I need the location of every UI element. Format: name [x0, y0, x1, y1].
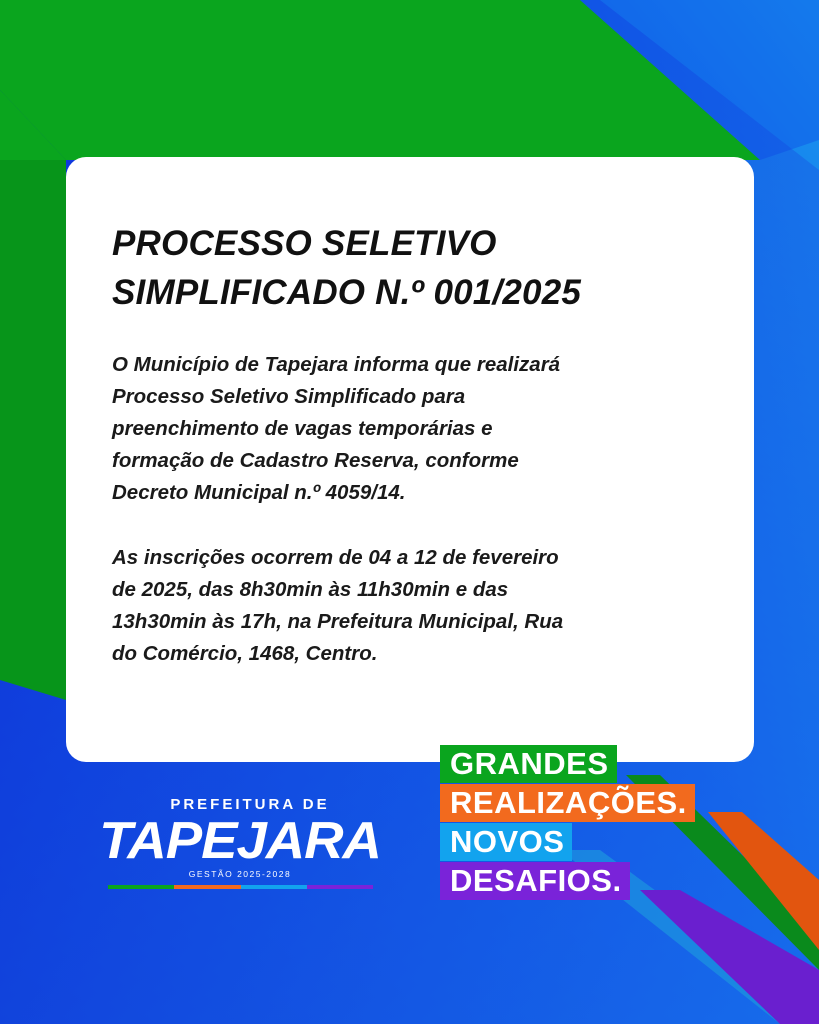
logo-color-bar: [108, 885, 373, 889]
paragraph-line: As inscrições ocorrem de 04 a 12 de fevereiro: [112, 546, 559, 569]
announcement-paragraph-1: [112, 349, 714, 509]
slogan-line-desafios: DESAFIOS.: [440, 862, 630, 900]
paragraph-line: 13h30min às 17h, na Prefeitura Municipal, Rua: [112, 610, 564, 633]
prefeitura-logo: [99, 796, 381, 889]
paragraph-line: formação de Cadastro Reserva, conforme: [112, 449, 519, 472]
announcement-title: [112, 219, 714, 317]
announcement-card: [66, 157, 754, 762]
slogan-line-novos: NOVOS: [440, 823, 572, 861]
title-line: PROCESSO SELETIVO: [112, 224, 497, 263]
slogan-line-realizacoes: REALIZAÇÕES.: [440, 784, 695, 822]
paragraph-line: do Comércio, 1468, Centro.: [112, 642, 378, 665]
paragraph-line: Decreto Municipal n.º 4059/14.: [112, 481, 406, 504]
title-line: SIMPLIFICADO N.º 001/2025: [112, 273, 582, 312]
slogan-block: [440, 745, 695, 901]
logo-prefix: PREFEITURA DE: [170, 796, 330, 813]
paragraph-line: Processo Seletivo Simplificado para: [112, 385, 466, 408]
paragraph-line: de 2025, das 8h30min às 11h30min e das: [112, 578, 509, 601]
paragraph-line: preenchimento de vagas temporárias e: [112, 417, 493, 440]
logo-term: GESTÃO 2025-2028: [188, 869, 292, 879]
logo-name: TAPEJARA: [99, 812, 381, 870]
paragraph-line: O Município de Tapejara informa que realizará: [112, 353, 561, 376]
slogan-line-grandes: GRANDES: [440, 745, 617, 783]
announcement-paragraph-2: [112, 542, 714, 670]
